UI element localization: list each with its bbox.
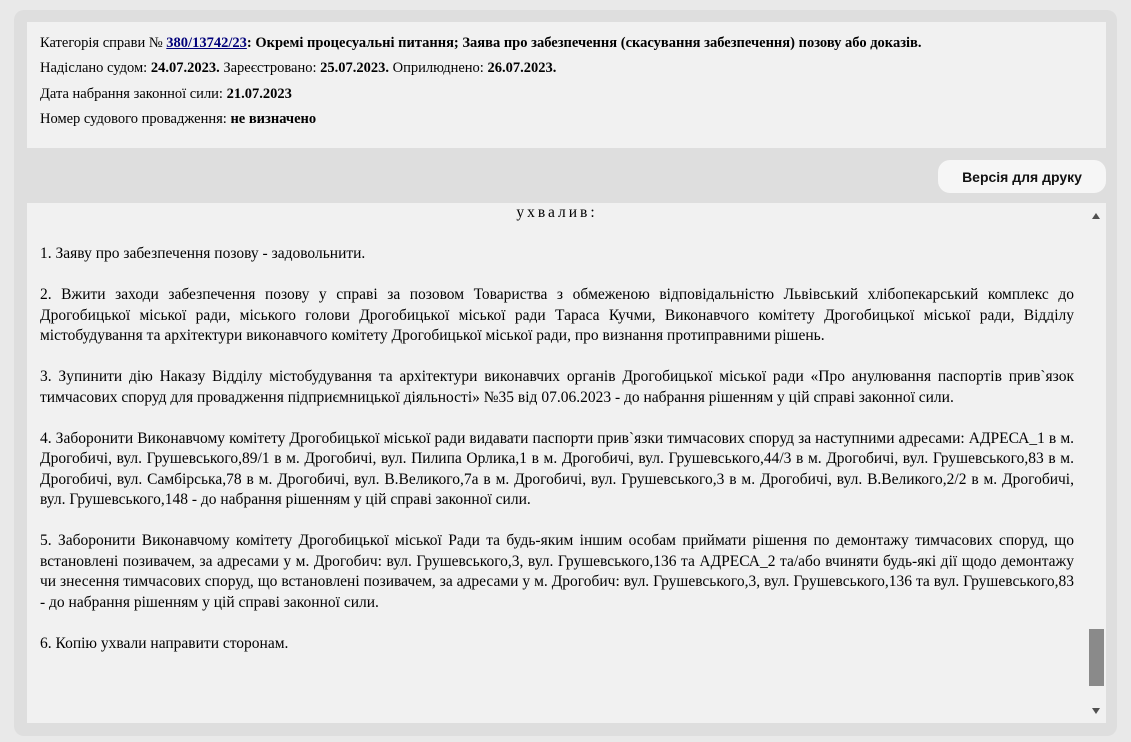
print-version-button[interactable]: Версія для друку <box>938 160 1106 193</box>
effective-date: 21.07.2023 <box>226 86 292 102</box>
scroll-up-arrow-icon[interactable] <box>1092 213 1100 219</box>
resolution-paragraph: 2. Вжити заходи забезпечення позову у справі за позовом Товариства з обмеженою відповідальністю Львівський хлібопекарський комплекс до Дрогобицької міської ради, міського голови Дрогобицької міської ради Тараса Кучми, Виконавчого комітету Дрогобицької міської ради, Відділу містобудування та архітектури виконавчого комітету Дрогобицької міської ради, про визнання протиправними рішень. <box>40 286 1074 344</box>
category-text: : Окремі процесуальні питання; Заява про забезпечення (скасування забезпечення) позову або доказів. <box>246 35 922 51</box>
scrollbar-thumb[interactable] <box>1089 629 1104 686</box>
resolution-paragraph: 6. Копію ухвали направити сторонам. <box>40 634 289 652</box>
dates-line <box>40 59 556 77</box>
effective-date-line <box>40 85 292 103</box>
document-text <box>40 203 1074 675</box>
resolution-paragraph: 4. Заборонити Виконавчому комітету Дрогобицької міської ради видавати паспорти прив`язки тимчасових споруд за наступними адресами: АДРЕСА_1 в м. Дрогобичі, вул. Грушевського,89/1 в м. Дрогобичі, вул. Пилипа Орлика,1 в м. Дрогобичі, вул. Грушевського,44/3 в м. Дрогобичі, вул. Грушевського,83 в м. Дрогобичі, вул. Самбірська,78 в м. Дрогобичі, вул. В.Великого,7а в м. Дрогобичі, вул. Грушевського,3 в м. Дрогобичі, вул. В.Великого,2/2 в м. Дрогобичі, вул. Грушевського,148 - до набрання рішенням у цій справі законної сили. <box>40 429 1074 508</box>
resolution-heading: ухвалив: <box>516 204 598 221</box>
vertical-scrollbar[interactable] <box>1087 203 1106 723</box>
case-info-panel <box>27 22 1106 148</box>
resolution-paragraph: 5. Заборонити Виконавчому комітету Дрогобицької міської Ради та будь-яким іншим особам приймати рішення по демонтажу тимчасових споруд, що встановлені позивачем, за адресами у м. Дрогобич: вул. Грушевського,3, вул. Грушевського,136 та АДРЕСА_2 та/або вчиняти будь-які дії щодо демонтажу чи знесення тимчасових споруд, що встановлені позивачем, за адресами у м. Дрогобич: вул. Грушевського,3, вул. Грушевського,136 та вул. Грушевського,83 - до набрання рішенням у цій справі законної сили. <box>40 532 1074 611</box>
document-viewer[interactable] <box>27 203 1106 723</box>
published-date: 26.07.2023. <box>487 60 557 76</box>
scroll-down-arrow-icon[interactable] <box>1092 708 1100 714</box>
registered-label: Зареєстровано: <box>223 60 317 76</box>
case-number-link[interactable]: 380/13742/23 <box>166 35 247 51</box>
resolution-paragraph: 1. Заяву про забезпечення позову - задовольнити. <box>40 245 366 262</box>
proceeding-value: не визначено <box>230 111 317 127</box>
resolution-paragraph: 3. Зупинити дію Наказу Відділу містобудування та архітектури виконавчих органів Дрогобицької міської ради «Про анулювання паспортів прив`язок тимчасових споруд для провадження підприємницької діяльності» №35 від 07.06.2023 - до набрання рішенням у цій справі законної сили. <box>40 368 1074 406</box>
published-label: Оприлюднено: <box>392 60 484 76</box>
proceeding-line <box>40 110 316 128</box>
effective-label: Дата набрання законної сили: <box>40 86 223 102</box>
sent-date: 24.07.2023. <box>150 60 220 76</box>
case-category-line <box>40 34 922 52</box>
proceeding-label: Номер судового провадження: <box>40 111 227 127</box>
sent-label: Надіслано судом: <box>40 60 148 76</box>
category-label: Категорія справи № <box>40 35 163 51</box>
registered-date: 25.07.2023. <box>320 60 390 76</box>
